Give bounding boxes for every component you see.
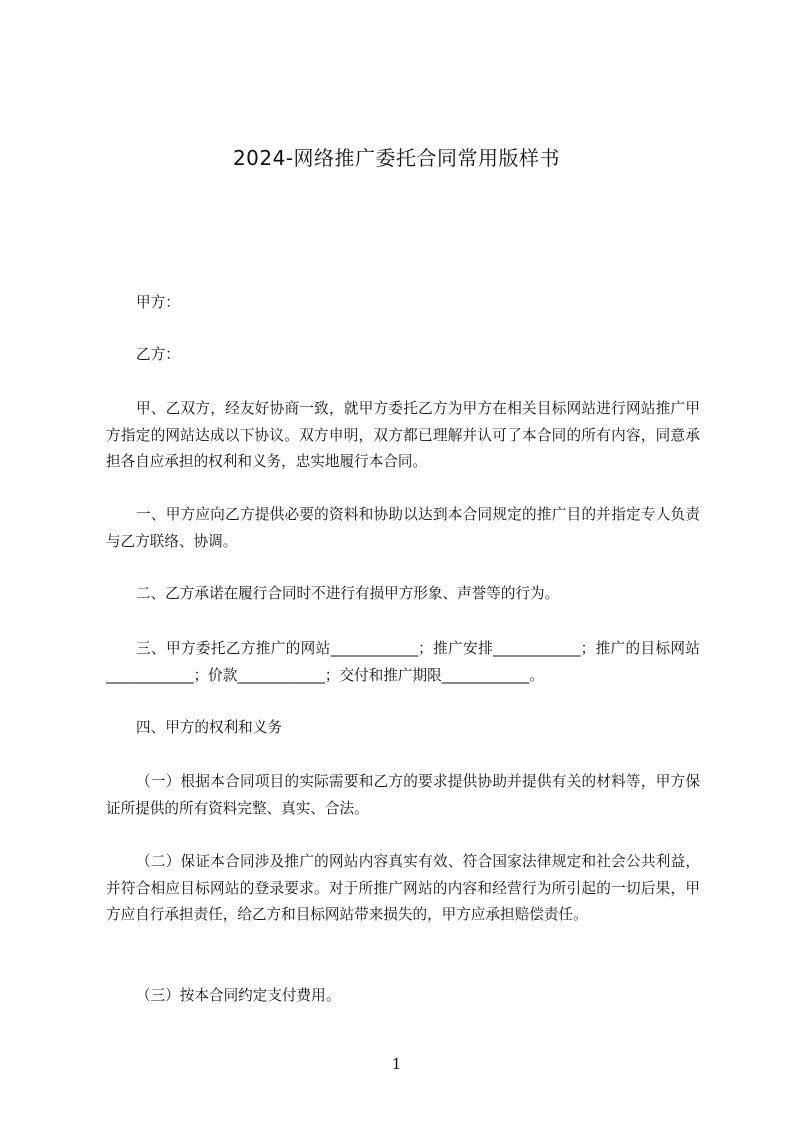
party-b-line: 乙方： xyxy=(136,346,180,363)
clause-4-heading: 四、甲方的权利和义务 xyxy=(136,719,282,736)
clause-2-paragraph: 二、乙方承诺在履行合同时不进行有损甲方形象、声誉等的行为。 xyxy=(136,585,560,602)
clause-4-1-paragraph: （一）根据本合同项目的实际需要和乙方的要求提供协助并提供有关的材料等，甲方保证所提供的所有资料完整、真实、合法。 xyxy=(106,773,700,817)
clause-1-paragraph: 一、甲方应向乙方提供必要的资料和协助以达到本合同规定的推广目的并指定专人负责与乙方联络、协调。 xyxy=(106,506,700,550)
clause-4-3-paragraph: （三）按本合同约定支付费用。 xyxy=(136,987,341,1004)
clause-4-2-paragraph: （二）保证本合同涉及推广的网站内容真实有效、符合国家法律规定和社会公共利益，并符合相应目标网站的登录要求。对于所推广网站的内容和经营行为所引起的一切后果，甲方应自行承担责任，给乙方和目标网站带来损失的，甲方应承担赔偿责任。 xyxy=(106,853,700,923)
clause-3-paragraph: 三、甲方委托乙方推广的网站____________；推广安排____________；推广的目标网站____________；价款____________；交付和推广期限____________。 xyxy=(106,640,700,684)
document-title: 2024-网络推广委托合同常用版样书 xyxy=(232,146,561,170)
preamble-paragraph: 甲、乙双方，经友好协商一致，就甲方委托乙方为甲方在相关目标网站进行网站推广甲方指定的网站达成以下协议。双方申明，双方都已理解并认可了本合同的所有内容，同意承担各自应承担的权利和义务，忠实地履行本合同。 xyxy=(106,400,700,470)
page-number: 1 xyxy=(391,1055,402,1073)
party-a-line: 甲方： xyxy=(136,294,180,311)
